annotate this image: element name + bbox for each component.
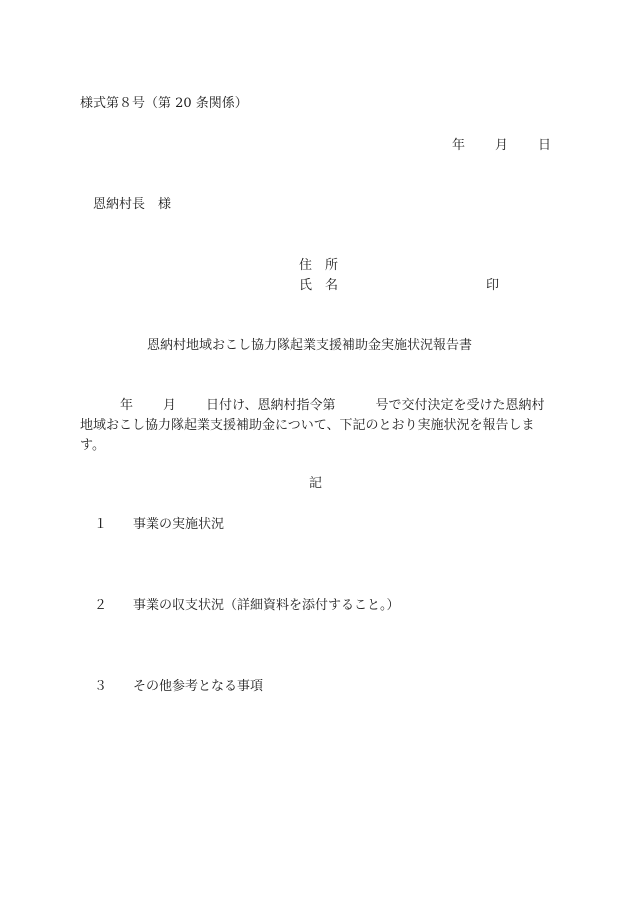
date-line	[452, 137, 551, 155]
item-number: １	[94, 517, 108, 532]
report-body	[80, 396, 560, 456]
ki-heading: 記	[309, 476, 323, 491]
body-line-1	[80, 396, 560, 416]
document-title: 恩納村地域おこし協力隊起業支援補助金実施状況報告書	[147, 338, 473, 353]
name-label	[299, 277, 338, 295]
body-number-text: 号で交付決定を受けた恩納村	[375, 398, 545, 413]
item-1	[94, 516, 224, 534]
address-label	[299, 257, 338, 275]
item-number: ３	[94, 679, 108, 694]
item-label: 事業の収支状況（詳細資料を添付すること。）	[133, 598, 400, 613]
address-label-char-1: 住	[299, 258, 313, 273]
addressee: 恩納村長 様	[93, 197, 172, 212]
item-2	[94, 597, 400, 615]
body-dated: 日付け、恩納村指令第	[206, 398, 336, 413]
form-number: 様式第８号（第 20 条関係）	[80, 96, 248, 111]
body-line-3: す。	[80, 438, 105, 453]
item-label: その他参考となる事項	[133, 679, 264, 694]
item-3	[94, 678, 263, 696]
name-label-char-2: 名	[325, 278, 339, 293]
item-label: 事業の実施状況	[133, 517, 225, 532]
item-number: ２	[94, 598, 108, 613]
body-year: 年	[120, 398, 134, 413]
date-year-label: 年	[452, 138, 466, 153]
name-label-char-1: 氏	[299, 278, 313, 293]
address-label-char-2: 所	[325, 258, 339, 273]
body-month: 月	[163, 398, 177, 413]
date-month-label: 月	[495, 138, 509, 153]
date-day-label: 日	[538, 138, 552, 153]
body-line-2: 地域おこし協力隊起業支援補助金について、下記のとおり実施状況を報告しま	[80, 418, 535, 433]
seal-mark: 印	[486, 278, 500, 293]
